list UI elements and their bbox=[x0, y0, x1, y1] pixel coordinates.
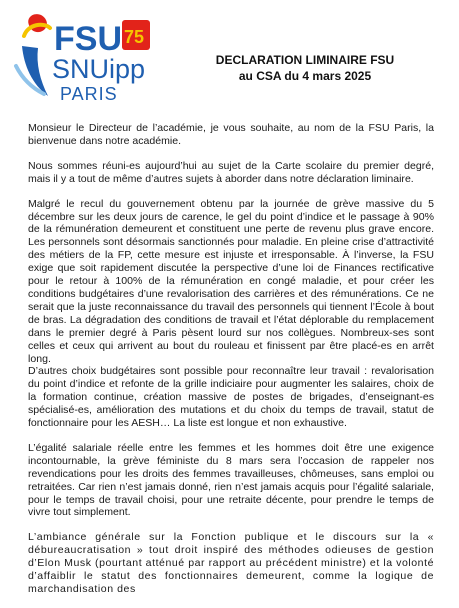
document-title bbox=[180, 52, 430, 84]
paragraph-greeting: Monsieur le Directeur de l’académie, je vous souhaite, au nom de la FSU Paris, la bienvenue dans notre académie. bbox=[28, 122, 434, 147]
paragraph-context: Nous sommes réuni-es aujourd’hui au sujet de la Carte scolaire du premier degré, mais il y a tout de même d’autres sujets à aborder dans notre déclaration liminaire. bbox=[28, 159, 434, 185]
title-line-1: DECLARATION LIMINAIRE FSU bbox=[215, 53, 395, 67]
logo-75: 75 bbox=[124, 27, 145, 47]
logo-fsu: FSU bbox=[54, 20, 122, 58]
logo-graphic bbox=[10, 6, 160, 106]
paragraph-budget-choices: D’autres choix budgétaires sont possible pour reconnaître leur travail : revalorisation du point d’indice et refonte de la grille indiciaire pour augmenter les salaires, choix de la formation continue, création massive de postes de brigades, d’enseignant-es spécialisé-es, amélioration des mutations et du choix du temps de travail, statut de fonctionnaire pour les AESH… La liste est longue et non exhaustive. bbox=[28, 365, 434, 430]
paragraph-carence: Malgré le recul du gouvernement obtenu par la journée de grève massive du 5 décembre sur les deux jours de carence, le gel du point d’indice et le passage à 90% de la rémunération demeurent et constituent une perte de revenu plus grave encore. Les personnels sont désormais sanctionnés pour maladie. En pleine crise d’attractivité des métiers de la FP, cette mesure est injuste et irresponsable. À l’inverse, la FSU exige que soit rapidement discutée la perspective d’une loi de Finances rectificative pour le retour à 100% de la rémunération en congé maladie, et pour créer les conditions budgétaires d’une revalorisation des carrières et des rémunérations. Ce ne serait que la juste reconnaissance du travail des personnels qui tiennent l’École à bout de bras. La dégradation des conditions de travail et l’état déplorable du remplacement dans le premier degré à Paris pèsent lourd sur nos collègues. Nombreux-ses sont celles et ceux qui arrivent au bout du rouleau et finissent par être placé-es en arrêt long. bbox=[28, 197, 434, 365]
fsu-snuipp-paris-logo bbox=[10, 6, 160, 106]
logo-snuipp: SNUipp bbox=[52, 54, 146, 84]
document-body bbox=[28, 122, 434, 608]
logo-city: PARIS bbox=[60, 84, 118, 104]
paragraph-fonction-publique: L’ambiance générale sur la Fonction publique et le discours sur la « débureaucratisation » tout droit inspiré des méthodes odieuses de gestion d’Elon Musk (pourtant atténué par rapport au précédent ministre) et la volonté d’affaiblir le statut des fonctionnaires demeurent, comme la logique de marchandisation des bbox=[28, 531, 434, 595]
title-line-2: au CSA du 4 mars 2025 bbox=[238, 69, 372, 83]
paragraph-equality: L’égalité salariale réelle entre les femmes et les hommes doit être une exigence incontournable, la grève féministe du 8 mars sera l’occasion de rappeler nos revendications pour les droits des femmes travailleuses, chômeuses, sans emploi ou retraitées. Car rien n’est jamais donné, rien n’est jamais acquis pour l’égalité salariale, pour le temps de travail choisi, pour une retraite décente, pour prendre le temps de vivre tout simplement. bbox=[28, 441, 434, 519]
